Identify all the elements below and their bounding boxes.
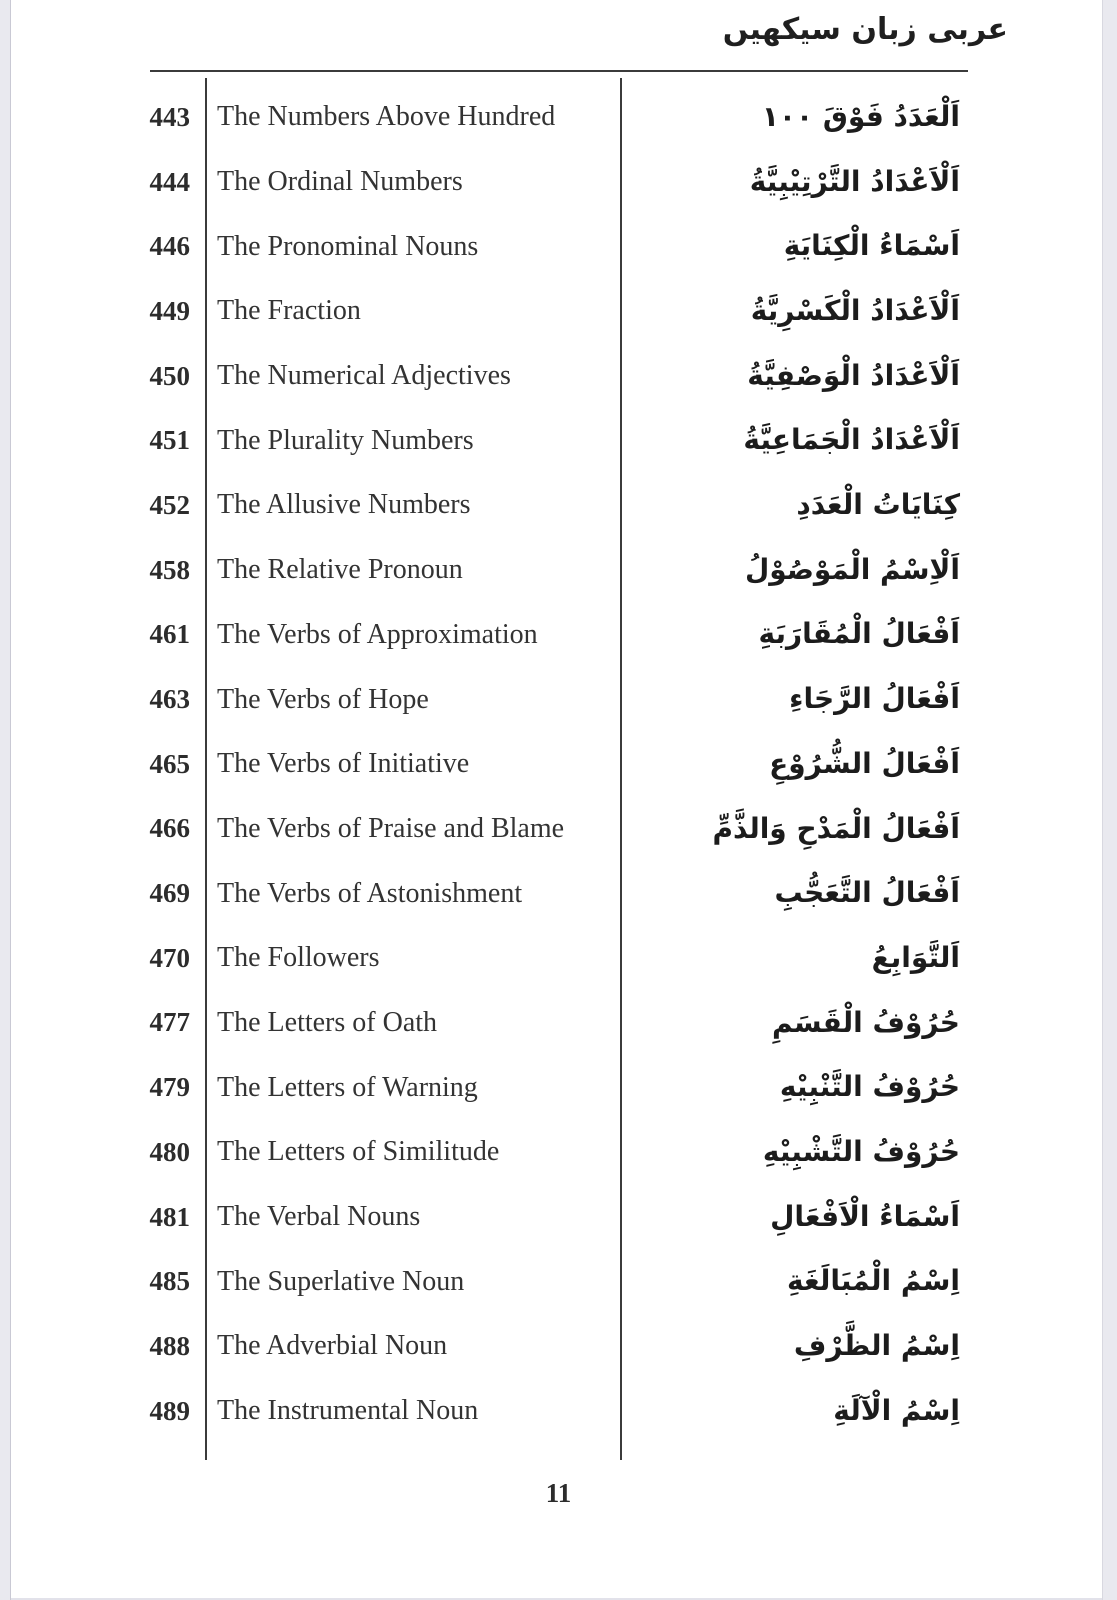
toc-page-number: 458 [149, 554, 190, 585]
toc-title-english: The Verbal Nouns [217, 1201, 421, 1233]
toc-row [140, 926, 970, 991]
toc-row [140, 85, 970, 150]
toc-row [140, 1120, 970, 1185]
toc-title-arabic: اَلْاَعْدَادُ الْوَصْفِيَّةُ [747, 358, 960, 392]
toc-row [140, 344, 970, 409]
toc-row [140, 214, 970, 279]
toc-title-arabic: اَلتَّوَابِعُ [871, 940, 960, 974]
toc-page-number: 450 [149, 360, 190, 391]
toc-row [140, 538, 970, 603]
toc-row [140, 991, 970, 1056]
toc-row [140, 473, 970, 538]
toc-row [140, 150, 970, 215]
toc-title-arabic: اَلْاَعْدَادُ الْجَمَاعِيَّةُ [743, 423, 960, 457]
toc-page-number: 452 [149, 489, 190, 520]
toc-title-english: The Letters of Oath [217, 1006, 438, 1038]
toc-page-number: 463 [149, 684, 190, 715]
toc-page-number: 451 [149, 425, 190, 456]
toc-row [140, 797, 970, 862]
toc-title-english: The Verbs of Praise and Blame [217, 812, 565, 844]
toc-title-english: The Numerical Adjectives [217, 360, 511, 392]
toc-page-number: 446 [149, 231, 190, 262]
toc-body [140, 85, 970, 1443]
toc-title-arabic: اِسْمُ الْمُبَالَغَةِ [787, 1264, 960, 1298]
toc-title-arabic: اِسْمُ الظَّرْفِ [793, 1329, 960, 1362]
toc-title-arabic: اَفْعَالُ الشُّرُوْعِ [769, 746, 960, 780]
toc-title-arabic: اَفْعَالُ التَّعَجُّبِ [774, 876, 960, 910]
toc-page-number: 444 [149, 166, 190, 197]
toc-row [140, 408, 970, 473]
toc-page-number: 481 [149, 1201, 190, 1232]
toc-title-english: The Fraction [217, 295, 361, 327]
toc-row [140, 732, 970, 797]
toc-title-arabic: اَسْمَاءُ الْكِنَايَةِ [783, 229, 960, 263]
toc-title-english: The Adverbial Noun [217, 1330, 448, 1362]
toc-page-number: 479 [149, 1072, 190, 1103]
toc-title-arabic: اَفْعَالُ الْمُقَارَبَةِ [758, 617, 960, 651]
toc-title-arabic: اَفْعَالُ الرَّجَاءِ [789, 682, 960, 716]
toc-title-arabic: اِسْمُ الْآلَةِ [833, 1393, 960, 1427]
toc-title-english: The Verbs of Astonishment [217, 877, 523, 909]
toc-row [140, 1185, 970, 1250]
toc-title-english: The Pronominal Nouns [217, 230, 479, 262]
toc-row [140, 861, 970, 926]
toc-title-english: The Superlative Noun [217, 1265, 465, 1297]
toc-title-arabic: اَلْاَعْدَادُ التَّرْتِيْبِيَّةُ [749, 164, 960, 198]
toc-row [140, 667, 970, 732]
toc-title-english: The Verbs of Approximation [217, 618, 538, 650]
scan-edge-right [1102, 0, 1117, 1600]
scan-edge-left [0, 0, 11, 1600]
toc-title-english: The Followers [217, 942, 380, 974]
toc-title-english: The Plurality Numbers [217, 424, 474, 456]
toc-page-number: 477 [149, 1007, 190, 1038]
toc-title-english: The Verbs of Initiative [217, 748, 470, 780]
toc-title-arabic: حُرُوْفُ الْقَسَمِ [772, 1005, 960, 1039]
toc-page-number: 480 [149, 1136, 190, 1167]
toc-title-arabic: اَسْمَاءُ الْاَفْعَالِ [770, 1199, 960, 1233]
toc-title-english: The Allusive Numbers [217, 489, 471, 521]
toc-page-number: 489 [149, 1395, 190, 1426]
toc-title-arabic: اَفْعَالُ الْمَدْحِ وَالذَّمِّ [712, 811, 960, 845]
toc-title-english: The Letters of Warning [217, 1071, 478, 1103]
book-title-urdu: عربی زبان سیکھیں [722, 12, 1008, 47]
toc-page-number: 470 [149, 942, 190, 973]
page-number-footer: 11 [545, 1478, 572, 1508]
toc-row [140, 1249, 970, 1314]
toc-row [140, 603, 970, 668]
toc-page-number: 485 [149, 1266, 190, 1297]
toc-title-arabic: اَلْعَدَدُ فَوْقَ ١٠٠ [761, 99, 960, 133]
toc-page-number: 449 [149, 295, 190, 326]
toc-page-number: 469 [149, 878, 190, 909]
toc-title-english: The Ordinal Numbers [217, 166, 463, 198]
toc-row [140, 1314, 970, 1379]
toc-page-number: 465 [149, 748, 190, 779]
toc-title-english: The Numbers Above Hundred [217, 101, 556, 133]
toc-title-arabic: اَلْاِسْمُ الْمَوْصُوْلُ [744, 552, 960, 586]
toc-page-number: 461 [149, 619, 190, 650]
toc-title-english: The Verbs of Hope [217, 683, 429, 715]
header-rule [150, 70, 968, 72]
toc-row [140, 279, 970, 344]
toc-title-english: The Letters of Similitude [217, 1136, 500, 1168]
toc-title-arabic: حُرُوْفُ التَّنْبِيْهِ [779, 1070, 960, 1104]
toc-page-number: 443 [149, 101, 190, 132]
toc-row [140, 1379, 970, 1444]
toc-row [140, 1055, 970, 1120]
toc-page-number: 466 [149, 813, 190, 844]
toc-title-arabic: حُرُوْفُ التَّشْبِيْهِ [762, 1134, 960, 1168]
toc-title-arabic: اَلْاَعْدَادُ الْكَسْرِيَّةُ [750, 294, 960, 327]
toc-title-english: The Instrumental Noun [217, 1395, 479, 1427]
toc-title-arabic: كِنَايَاتُ الْعَدَدِ [796, 488, 960, 522]
toc-title-english: The Relative Pronoun [217, 554, 463, 586]
toc-page-number: 488 [149, 1330, 190, 1361]
